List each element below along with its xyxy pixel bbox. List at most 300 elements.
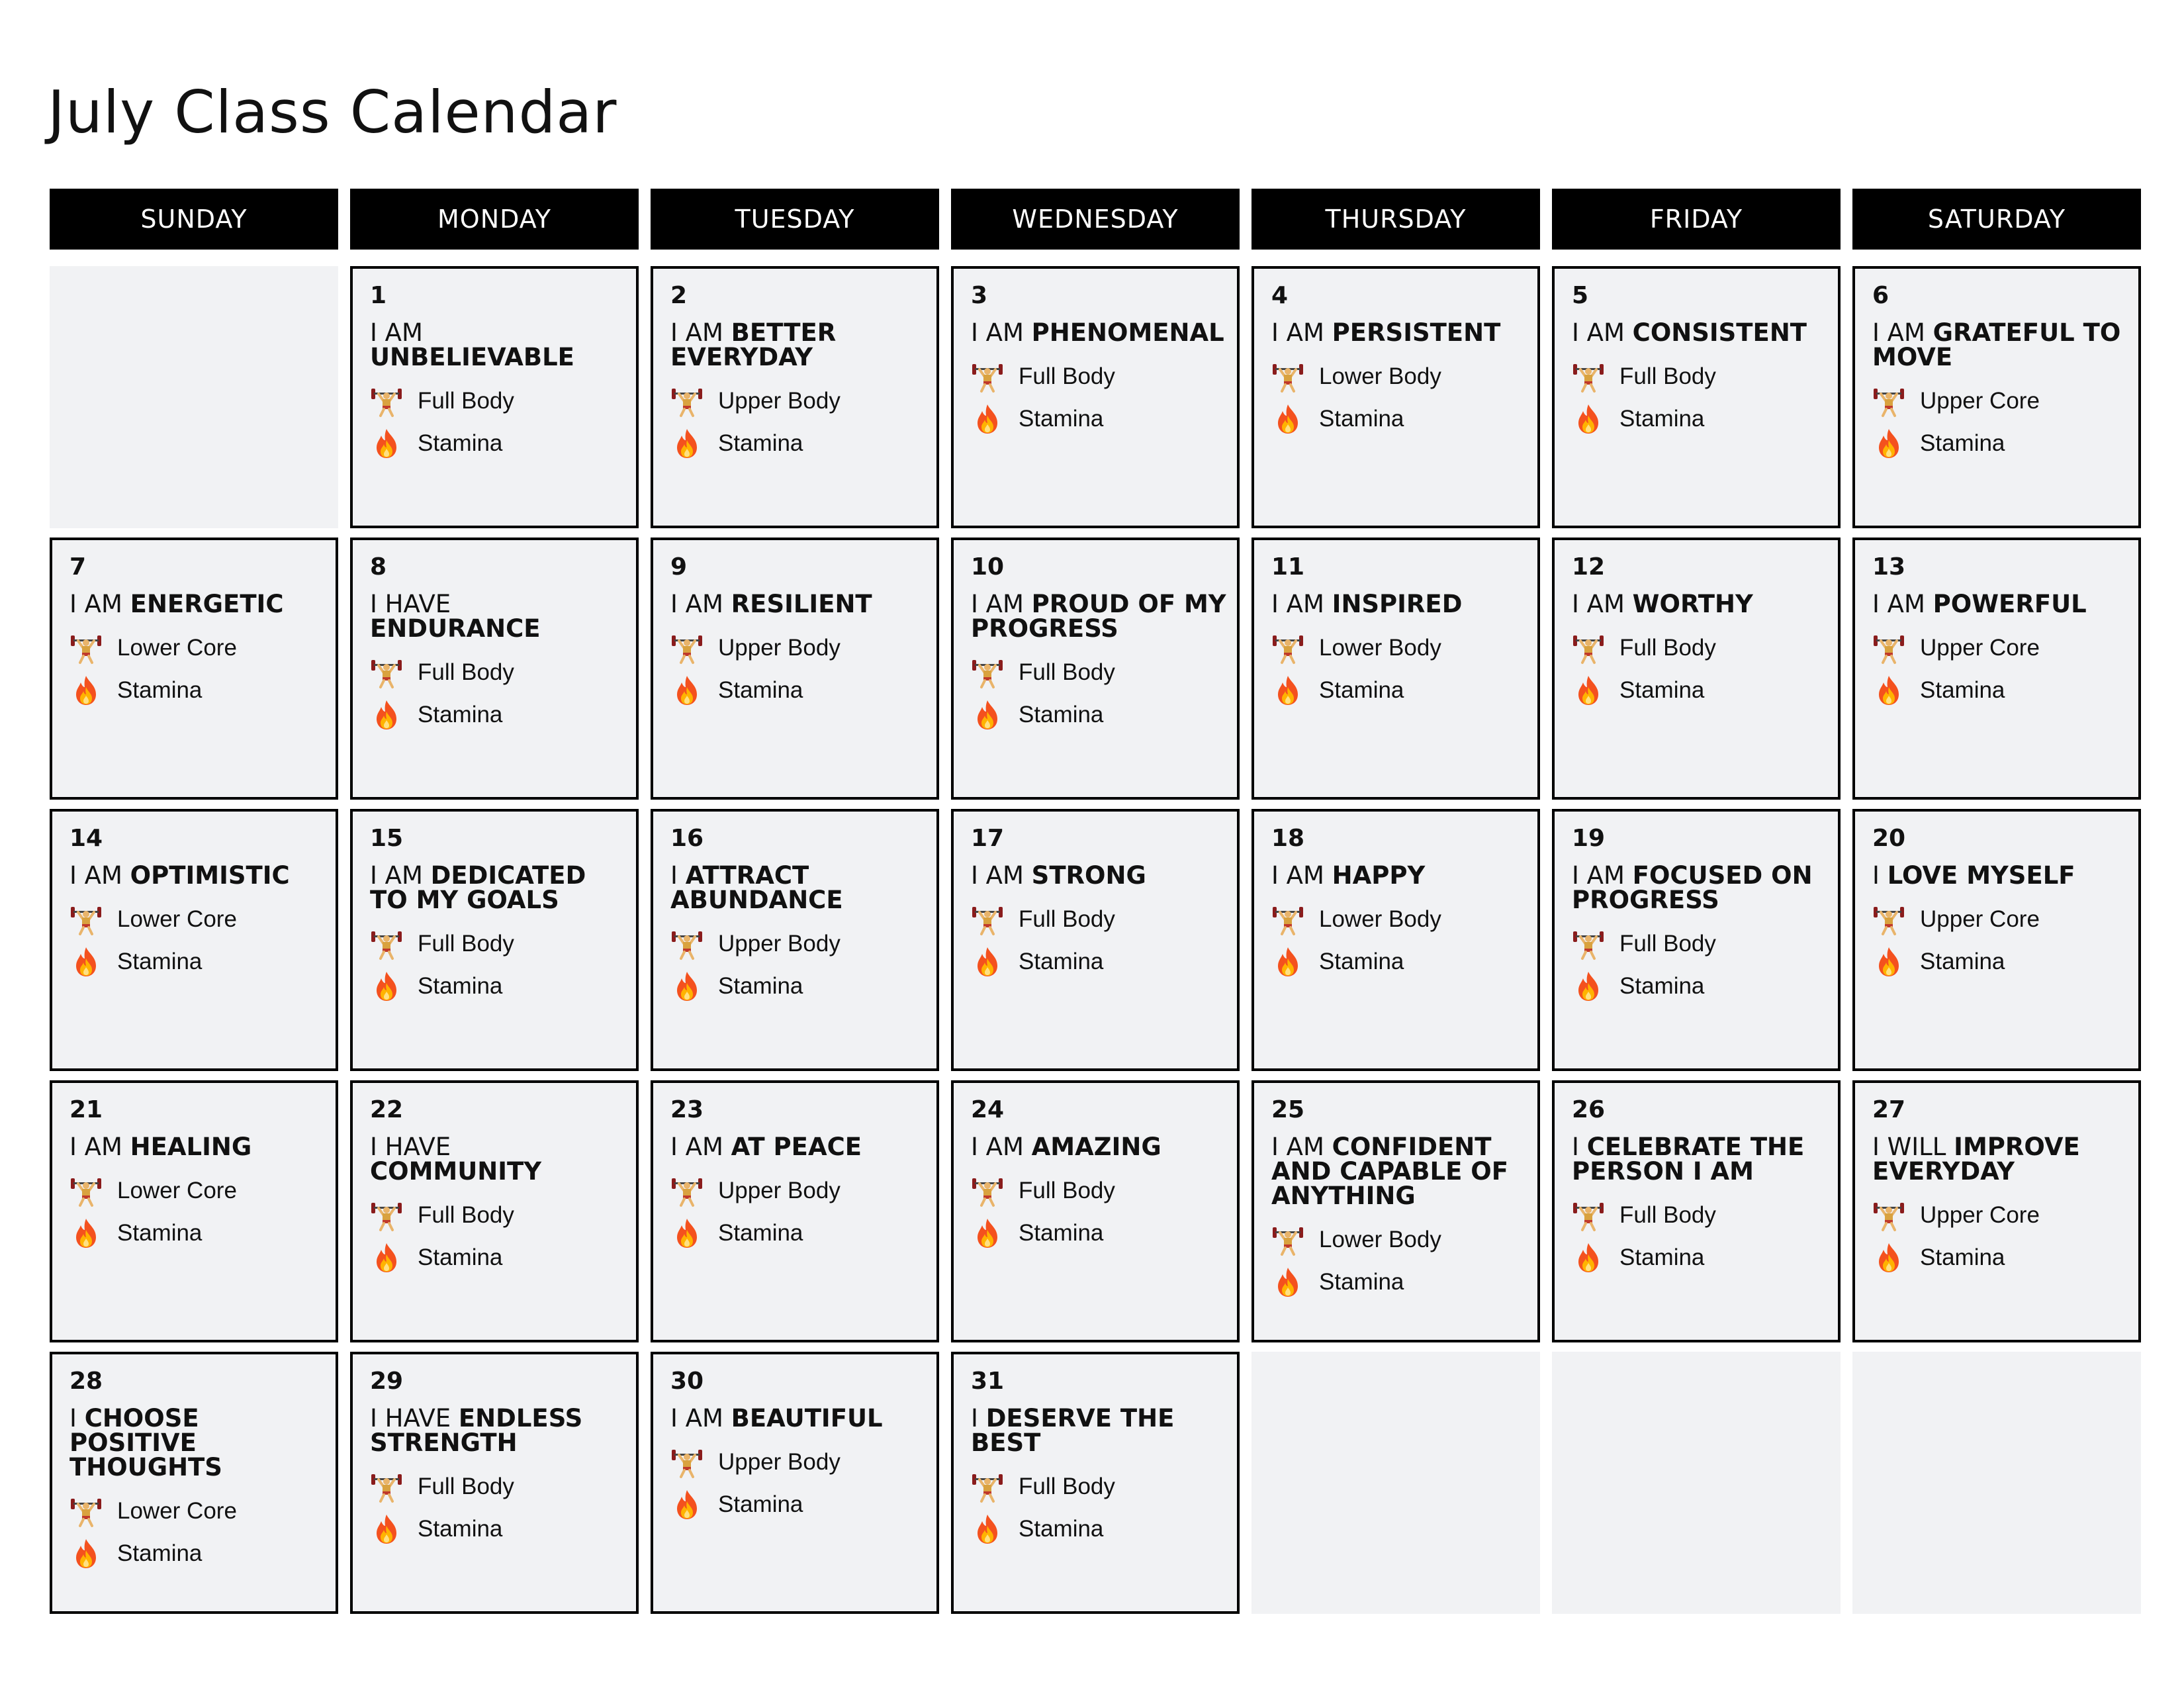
day-number: 9 xyxy=(670,553,688,581)
intensity-type xyxy=(670,669,936,712)
day-number: 10 xyxy=(971,553,1005,581)
affirmation xyxy=(670,592,936,616)
affirmation xyxy=(69,592,336,616)
day-cell xyxy=(651,809,939,1071)
workout-focus-label: Upper Body xyxy=(718,635,841,661)
class-details xyxy=(69,898,336,983)
affirmation xyxy=(971,320,1237,345)
intensity-label: Stamina xyxy=(1019,949,1104,974)
workout-focus xyxy=(971,1466,1237,1508)
day-number: 13 xyxy=(1872,553,1906,581)
class-details xyxy=(370,651,636,736)
affirmation-keyword: ENDURANCE xyxy=(370,614,541,643)
class-details xyxy=(1572,1194,1838,1279)
affirmation-prefix: I AM xyxy=(670,1404,731,1432)
affirmation-prefix: I AM xyxy=(1572,318,1633,347)
affirmation-prefix: I xyxy=(971,1404,986,1432)
weightlifter-icon xyxy=(370,1199,403,1232)
fire-icon xyxy=(69,1537,103,1570)
affirmation-prefix: I xyxy=(69,1404,85,1432)
day-cell xyxy=(1251,538,1540,800)
day-cell xyxy=(651,266,939,528)
day-cell xyxy=(50,809,338,1071)
workout-focus-label: Upper Core xyxy=(1920,906,2040,932)
affirmation-keyword: COMMUNITY xyxy=(370,1157,542,1186)
fire-icon xyxy=(370,970,403,1003)
day-number: 31 xyxy=(971,1368,1005,1395)
weightlifter-icon xyxy=(69,1174,103,1207)
affirmation xyxy=(69,1406,336,1479)
affirmation-keyword: CELEBRATE THE PERSON I AM xyxy=(1572,1133,1805,1186)
fire-icon xyxy=(670,1488,704,1521)
intensity-label: Stamina xyxy=(1019,1220,1104,1246)
weightlifter-icon xyxy=(370,927,403,961)
workout-focus xyxy=(971,355,1237,398)
intensity-label: Stamina xyxy=(418,1244,503,1270)
intensity-type xyxy=(1872,669,2138,712)
affirmation-prefix: I AM xyxy=(670,590,731,618)
workout-focus xyxy=(370,380,636,422)
day-number: 22 xyxy=(370,1096,404,1123)
weightlifter-icon xyxy=(1271,1223,1304,1256)
day-cell xyxy=(651,1352,939,1614)
day-number: 23 xyxy=(670,1096,704,1123)
intensity-label: Stamina xyxy=(1319,406,1404,432)
intensity-label: Stamina xyxy=(1920,949,2005,974)
class-details xyxy=(971,1466,1237,1550)
workout-focus xyxy=(1572,923,1838,965)
intensity-type xyxy=(971,1212,1237,1254)
affirmation-keyword: CONSISTENT xyxy=(1632,318,1807,347)
day-number: 3 xyxy=(971,282,988,309)
day-number: 12 xyxy=(1572,553,1606,581)
weightlifter-icon xyxy=(670,385,704,418)
intensity-label: Stamina xyxy=(1019,702,1104,727)
fire-icon xyxy=(670,427,704,460)
weightlifter-icon xyxy=(670,632,704,665)
fire-icon xyxy=(69,674,103,707)
fire-icon xyxy=(370,1241,403,1274)
affirmation-prefix: I AM xyxy=(69,590,130,618)
day-number: 5 xyxy=(1572,282,1589,309)
workout-focus xyxy=(1872,1194,2138,1237)
workout-focus xyxy=(670,1170,936,1212)
intensity-label: Stamina xyxy=(117,1220,203,1246)
intensity-type xyxy=(1572,965,1838,1008)
fire-icon xyxy=(370,1513,403,1546)
class-details xyxy=(1872,898,2138,983)
affirmation-prefix: I WILL xyxy=(1872,1133,1954,1161)
weightlifter-icon xyxy=(370,385,403,418)
workout-focus-label: Lower Body xyxy=(1319,906,1441,932)
affirmation xyxy=(1572,1135,1838,1184)
workout-focus-label: Full Body xyxy=(1019,1178,1115,1203)
class-details xyxy=(971,1170,1237,1254)
fire-icon xyxy=(69,945,103,978)
intensity-type xyxy=(670,422,936,465)
day-number: 19 xyxy=(1572,825,1606,852)
affirmation xyxy=(1872,1135,2138,1184)
weightlifter-icon xyxy=(69,903,103,936)
workout-focus-label: Full Body xyxy=(1619,635,1716,661)
workout-focus-label: Full Body xyxy=(1619,931,1716,957)
day-cell xyxy=(50,1080,338,1342)
day-cell xyxy=(1251,266,1540,528)
affirmation-keyword: INSPIRED xyxy=(1332,590,1463,618)
affirmation-keyword: HEALING xyxy=(130,1133,252,1161)
workout-focus xyxy=(971,651,1237,694)
affirmation-keyword: ENDLESS STRENGTH xyxy=(370,1404,583,1457)
empty-cell xyxy=(1251,1352,1540,1614)
affirmation-prefix: I AM xyxy=(670,1133,731,1161)
fire-icon xyxy=(1872,945,1905,978)
affirmation-keyword: STRONG xyxy=(1031,861,1146,890)
workout-focus-label: Full Body xyxy=(1019,1474,1115,1499)
workout-focus xyxy=(370,651,636,694)
workout-focus-label: Lower Core xyxy=(117,1498,237,1524)
fire-icon xyxy=(1271,945,1304,978)
workout-focus xyxy=(69,1490,336,1532)
empty-cell xyxy=(1552,1352,1841,1614)
weightlifter-icon xyxy=(971,1174,1004,1207)
day-cell xyxy=(951,266,1240,528)
affirmation xyxy=(971,863,1237,888)
intensity-type xyxy=(1872,422,2138,465)
fire-icon xyxy=(971,1217,1004,1250)
affirmation-keyword: HAPPY xyxy=(1332,861,1426,890)
affirmation xyxy=(370,320,636,369)
affirmation xyxy=(1572,863,1838,912)
day-number: 16 xyxy=(670,825,704,852)
intensity-type xyxy=(1572,669,1838,712)
workout-focus-label: Lower Core xyxy=(117,906,237,932)
day-number: 21 xyxy=(69,1096,103,1123)
workout-focus xyxy=(1271,1219,1537,1261)
intensity-type xyxy=(1271,1261,1537,1303)
class-details xyxy=(1271,627,1537,712)
fire-icon xyxy=(1872,674,1905,707)
class-details xyxy=(1872,1194,2138,1279)
affirmation xyxy=(1572,320,1838,345)
workout-focus-label: Upper Body xyxy=(718,388,841,414)
day-cell xyxy=(350,1352,639,1614)
day-cell xyxy=(1852,1080,2141,1342)
intensity-label: Stamina xyxy=(718,973,803,999)
affirmation-prefix: I HAVE xyxy=(370,1133,451,1161)
fire-icon xyxy=(670,674,704,707)
affirmation-keyword: AMAZING xyxy=(1031,1133,1161,1161)
workout-focus xyxy=(69,898,336,941)
day-number: 17 xyxy=(971,825,1005,852)
affirmation-keyword: POWERFUL xyxy=(1933,590,2087,618)
empty-cell xyxy=(50,266,338,528)
class-details xyxy=(670,380,936,465)
affirmation-prefix: I AM xyxy=(1872,590,1933,618)
workout-focus xyxy=(971,898,1237,941)
intensity-label: Stamina xyxy=(418,973,503,999)
intensity-label: Stamina xyxy=(1619,1244,1705,1270)
affirmation xyxy=(1271,592,1537,616)
fire-icon xyxy=(69,1217,103,1250)
class-details xyxy=(670,1170,936,1254)
intensity-type xyxy=(69,1212,336,1254)
affirmation-prefix: I AM xyxy=(370,318,423,347)
day-cell xyxy=(1552,1080,1841,1342)
intensity-type xyxy=(971,398,1237,440)
affirmation-keyword: LOVE MYSELF xyxy=(1887,861,2075,890)
day-number: 27 xyxy=(1872,1096,1906,1123)
fire-icon xyxy=(370,698,403,731)
workout-focus xyxy=(370,923,636,965)
affirmation-keyword: DEDICATED TO MY GOALS xyxy=(370,861,586,914)
affirmation-keyword: CHOOSE POSITIVE THOUGHTS xyxy=(69,1404,222,1481)
fire-icon xyxy=(370,427,403,460)
intensity-type xyxy=(370,694,636,736)
affirmation-keyword: GRATEFUL TO MOVE xyxy=(1872,318,2121,371)
affirmation-keyword: RESILIENT xyxy=(731,590,872,618)
weightlifter-icon xyxy=(1572,1199,1605,1232)
intensity-type xyxy=(370,422,636,465)
affirmation-keyword: PERSISTENT xyxy=(1332,318,1501,347)
workout-focus-label: Upper Core xyxy=(1920,1202,2040,1228)
workout-focus-label: Full Body xyxy=(1619,1202,1716,1228)
affirmation-keyword: AT PEACE xyxy=(731,1133,862,1161)
intensity-label: Stamina xyxy=(1619,677,1705,703)
intensity-type xyxy=(1271,941,1537,983)
affirmation-prefix: I AM xyxy=(1271,1133,1332,1161)
affirmation-prefix: I xyxy=(1872,861,1888,890)
workout-focus xyxy=(670,923,936,965)
workout-focus xyxy=(1271,898,1537,941)
day-number: 4 xyxy=(1271,282,1289,309)
fire-icon xyxy=(1872,1241,1905,1274)
affirmation xyxy=(971,592,1237,641)
workout-focus xyxy=(1271,627,1537,669)
day-cell xyxy=(1852,538,2141,800)
affirmation-keyword: OPTIMISTIC xyxy=(130,861,290,890)
fire-icon xyxy=(1271,1266,1304,1299)
workout-focus xyxy=(69,627,336,669)
fire-icon xyxy=(971,698,1004,731)
weightlifter-icon xyxy=(670,927,704,961)
affirmation xyxy=(670,863,936,912)
day-cell xyxy=(1251,1080,1540,1342)
affirmation xyxy=(670,1406,936,1430)
class-details xyxy=(69,1490,336,1575)
intensity-type xyxy=(370,1237,636,1279)
weightlifter-icon xyxy=(1872,632,1905,665)
affirmation-keyword: FOCUSED ON PROGRESS xyxy=(1572,861,1813,914)
affirmation-prefix: I AM xyxy=(670,318,731,347)
affirmation-prefix: I xyxy=(670,861,686,890)
class-details xyxy=(670,1441,936,1526)
affirmation-prefix: I AM xyxy=(1872,318,1933,347)
affirmation-prefix: I AM xyxy=(1271,861,1332,890)
day-cell xyxy=(1552,538,1841,800)
weightlifter-icon xyxy=(370,1470,403,1503)
workout-focus-label: Full Body xyxy=(1019,659,1115,685)
day-cell xyxy=(651,1080,939,1342)
fire-icon xyxy=(1572,1241,1605,1274)
workout-focus-label: Full Body xyxy=(1019,363,1115,389)
affirmation xyxy=(69,1135,336,1159)
day-number: 7 xyxy=(69,553,87,581)
intensity-label: Stamina xyxy=(418,430,503,456)
affirmation xyxy=(971,1406,1237,1455)
class-details xyxy=(1271,1219,1537,1303)
intensity-type xyxy=(971,941,1237,983)
day-cell xyxy=(951,538,1240,800)
day-cell xyxy=(350,1080,639,1342)
affirmation-keyword: UNBELIEVABLE xyxy=(370,343,574,371)
affirmation xyxy=(670,320,936,369)
intensity-label: Stamina xyxy=(1920,1244,2005,1270)
affirmation xyxy=(69,863,336,888)
class-details xyxy=(1572,355,1838,440)
day-cell xyxy=(1552,266,1841,528)
affirmation xyxy=(1271,1135,1537,1208)
affirmation xyxy=(1872,863,2138,888)
intensity-label: Stamina xyxy=(1920,677,2005,703)
weightlifter-icon xyxy=(1572,927,1605,961)
workout-focus xyxy=(1572,1194,1838,1237)
day-number: 11 xyxy=(1271,553,1305,581)
intensity-type xyxy=(971,1508,1237,1550)
weekday-header-thursday: THURSDAY xyxy=(1251,189,1540,250)
class-details xyxy=(670,923,936,1008)
workout-focus xyxy=(1872,898,2138,941)
fire-icon xyxy=(1271,402,1304,436)
affirmation-keyword: CONFIDENT AND CAPABLE OF ANYTHING xyxy=(1271,1133,1509,1210)
day-number: 1 xyxy=(370,282,387,309)
class-details xyxy=(1572,923,1838,1008)
affirmation-prefix: I AM xyxy=(1572,590,1633,618)
intensity-type xyxy=(1872,1237,2138,1279)
class-details xyxy=(971,898,1237,983)
class-details xyxy=(370,380,636,465)
day-cell xyxy=(350,266,639,528)
workout-focus xyxy=(670,627,936,669)
weightlifter-icon xyxy=(370,656,403,689)
workout-focus-label: Lower Body xyxy=(1319,635,1441,661)
affirmation-keyword: PHENOMENAL xyxy=(1031,318,1224,347)
intensity-label: Stamina xyxy=(1319,949,1404,974)
workout-focus xyxy=(1572,355,1838,398)
calendar-grid xyxy=(50,266,2141,1614)
weightlifter-icon xyxy=(971,1470,1004,1503)
weightlifter-icon xyxy=(1271,360,1304,393)
fire-icon xyxy=(670,970,704,1003)
intensity-type xyxy=(1572,1237,1838,1279)
workout-focus xyxy=(1572,627,1838,669)
day-cell xyxy=(1251,809,1540,1071)
intensity-type xyxy=(69,1532,336,1575)
weightlifter-icon xyxy=(69,632,103,665)
intensity-type xyxy=(370,965,636,1008)
day-cell xyxy=(951,1352,1240,1614)
affirmation-keyword: ATTRACT ABUNDANCE xyxy=(670,861,843,914)
workout-focus-label: Upper Core xyxy=(1920,388,2040,414)
workout-focus xyxy=(69,1170,336,1212)
class-details xyxy=(1872,627,2138,712)
day-number: 2 xyxy=(670,282,688,309)
workout-focus xyxy=(1872,627,2138,669)
day-number: 14 xyxy=(69,825,103,852)
weightlifter-icon xyxy=(670,1174,704,1207)
affirmation-prefix: I HAVE xyxy=(370,590,451,618)
affirmation-keyword: BETTER EVERYDAY xyxy=(670,318,837,371)
class-details xyxy=(1872,380,2138,465)
fire-icon xyxy=(971,1513,1004,1546)
intensity-type xyxy=(670,965,936,1008)
day-number: 24 xyxy=(971,1096,1005,1123)
weightlifter-icon xyxy=(1872,903,1905,936)
intensity-type xyxy=(670,1483,936,1526)
weightlifter-icon xyxy=(1572,360,1605,393)
day-cell xyxy=(50,1352,338,1614)
weekday-header-friday: FRIDAY xyxy=(1552,189,1841,250)
intensity-label: Stamina xyxy=(718,1220,803,1246)
fire-icon xyxy=(1271,674,1304,707)
affirmation-prefix: I AM xyxy=(1271,318,1332,347)
day-cell xyxy=(1852,266,2141,528)
class-details xyxy=(69,1170,336,1254)
affirmation-keyword: BEAUTIFUL xyxy=(731,1404,883,1432)
intensity-label: Stamina xyxy=(418,702,503,727)
day-number: 25 xyxy=(1271,1096,1305,1123)
fire-icon xyxy=(971,945,1004,978)
day-cell xyxy=(1552,809,1841,1071)
day-cell xyxy=(951,1080,1240,1342)
workout-focus-label: Full Body xyxy=(418,388,514,414)
intensity-type xyxy=(1271,398,1537,440)
intensity-label: Stamina xyxy=(1019,1516,1104,1542)
intensity-type xyxy=(69,669,336,712)
day-number: 26 xyxy=(1572,1096,1606,1123)
fire-icon xyxy=(971,402,1004,436)
weightlifter-icon xyxy=(1271,903,1304,936)
affirmation-prefix: I AM xyxy=(971,318,1032,347)
day-number: 20 xyxy=(1872,825,1906,852)
intensity-label: Stamina xyxy=(1619,406,1705,432)
empty-cell xyxy=(1852,1352,2141,1614)
day-cell xyxy=(350,809,639,1071)
affirmation-prefix: I AM xyxy=(971,861,1032,890)
affirmation-prefix: I AM xyxy=(1572,861,1633,890)
weightlifter-icon xyxy=(971,903,1004,936)
intensity-label: Stamina xyxy=(1319,1269,1404,1295)
workout-focus-label: Full Body xyxy=(418,1202,514,1228)
affirmation xyxy=(1271,320,1537,345)
intensity-label: Stamina xyxy=(718,430,803,456)
intensity-type xyxy=(370,1508,636,1550)
workout-focus xyxy=(370,1466,636,1508)
intensity-type xyxy=(1572,398,1838,440)
workout-focus xyxy=(370,1194,636,1237)
weekday-header-row xyxy=(50,189,2141,250)
day-number: 18 xyxy=(1271,825,1305,852)
workout-focus xyxy=(670,1441,936,1483)
class-details xyxy=(69,627,336,712)
day-number: 15 xyxy=(370,825,404,852)
affirmation-keyword: DESERVE THE BEST xyxy=(971,1404,1175,1457)
intensity-type xyxy=(670,1212,936,1254)
intensity-label: Stamina xyxy=(1619,973,1705,999)
workout-focus-label: Full Body xyxy=(418,1474,514,1499)
affirmation-prefix: I AM xyxy=(1271,590,1332,618)
class-details xyxy=(370,1466,636,1550)
affirmation-keyword: IMPROVE EVERYDAY xyxy=(1872,1133,2080,1186)
